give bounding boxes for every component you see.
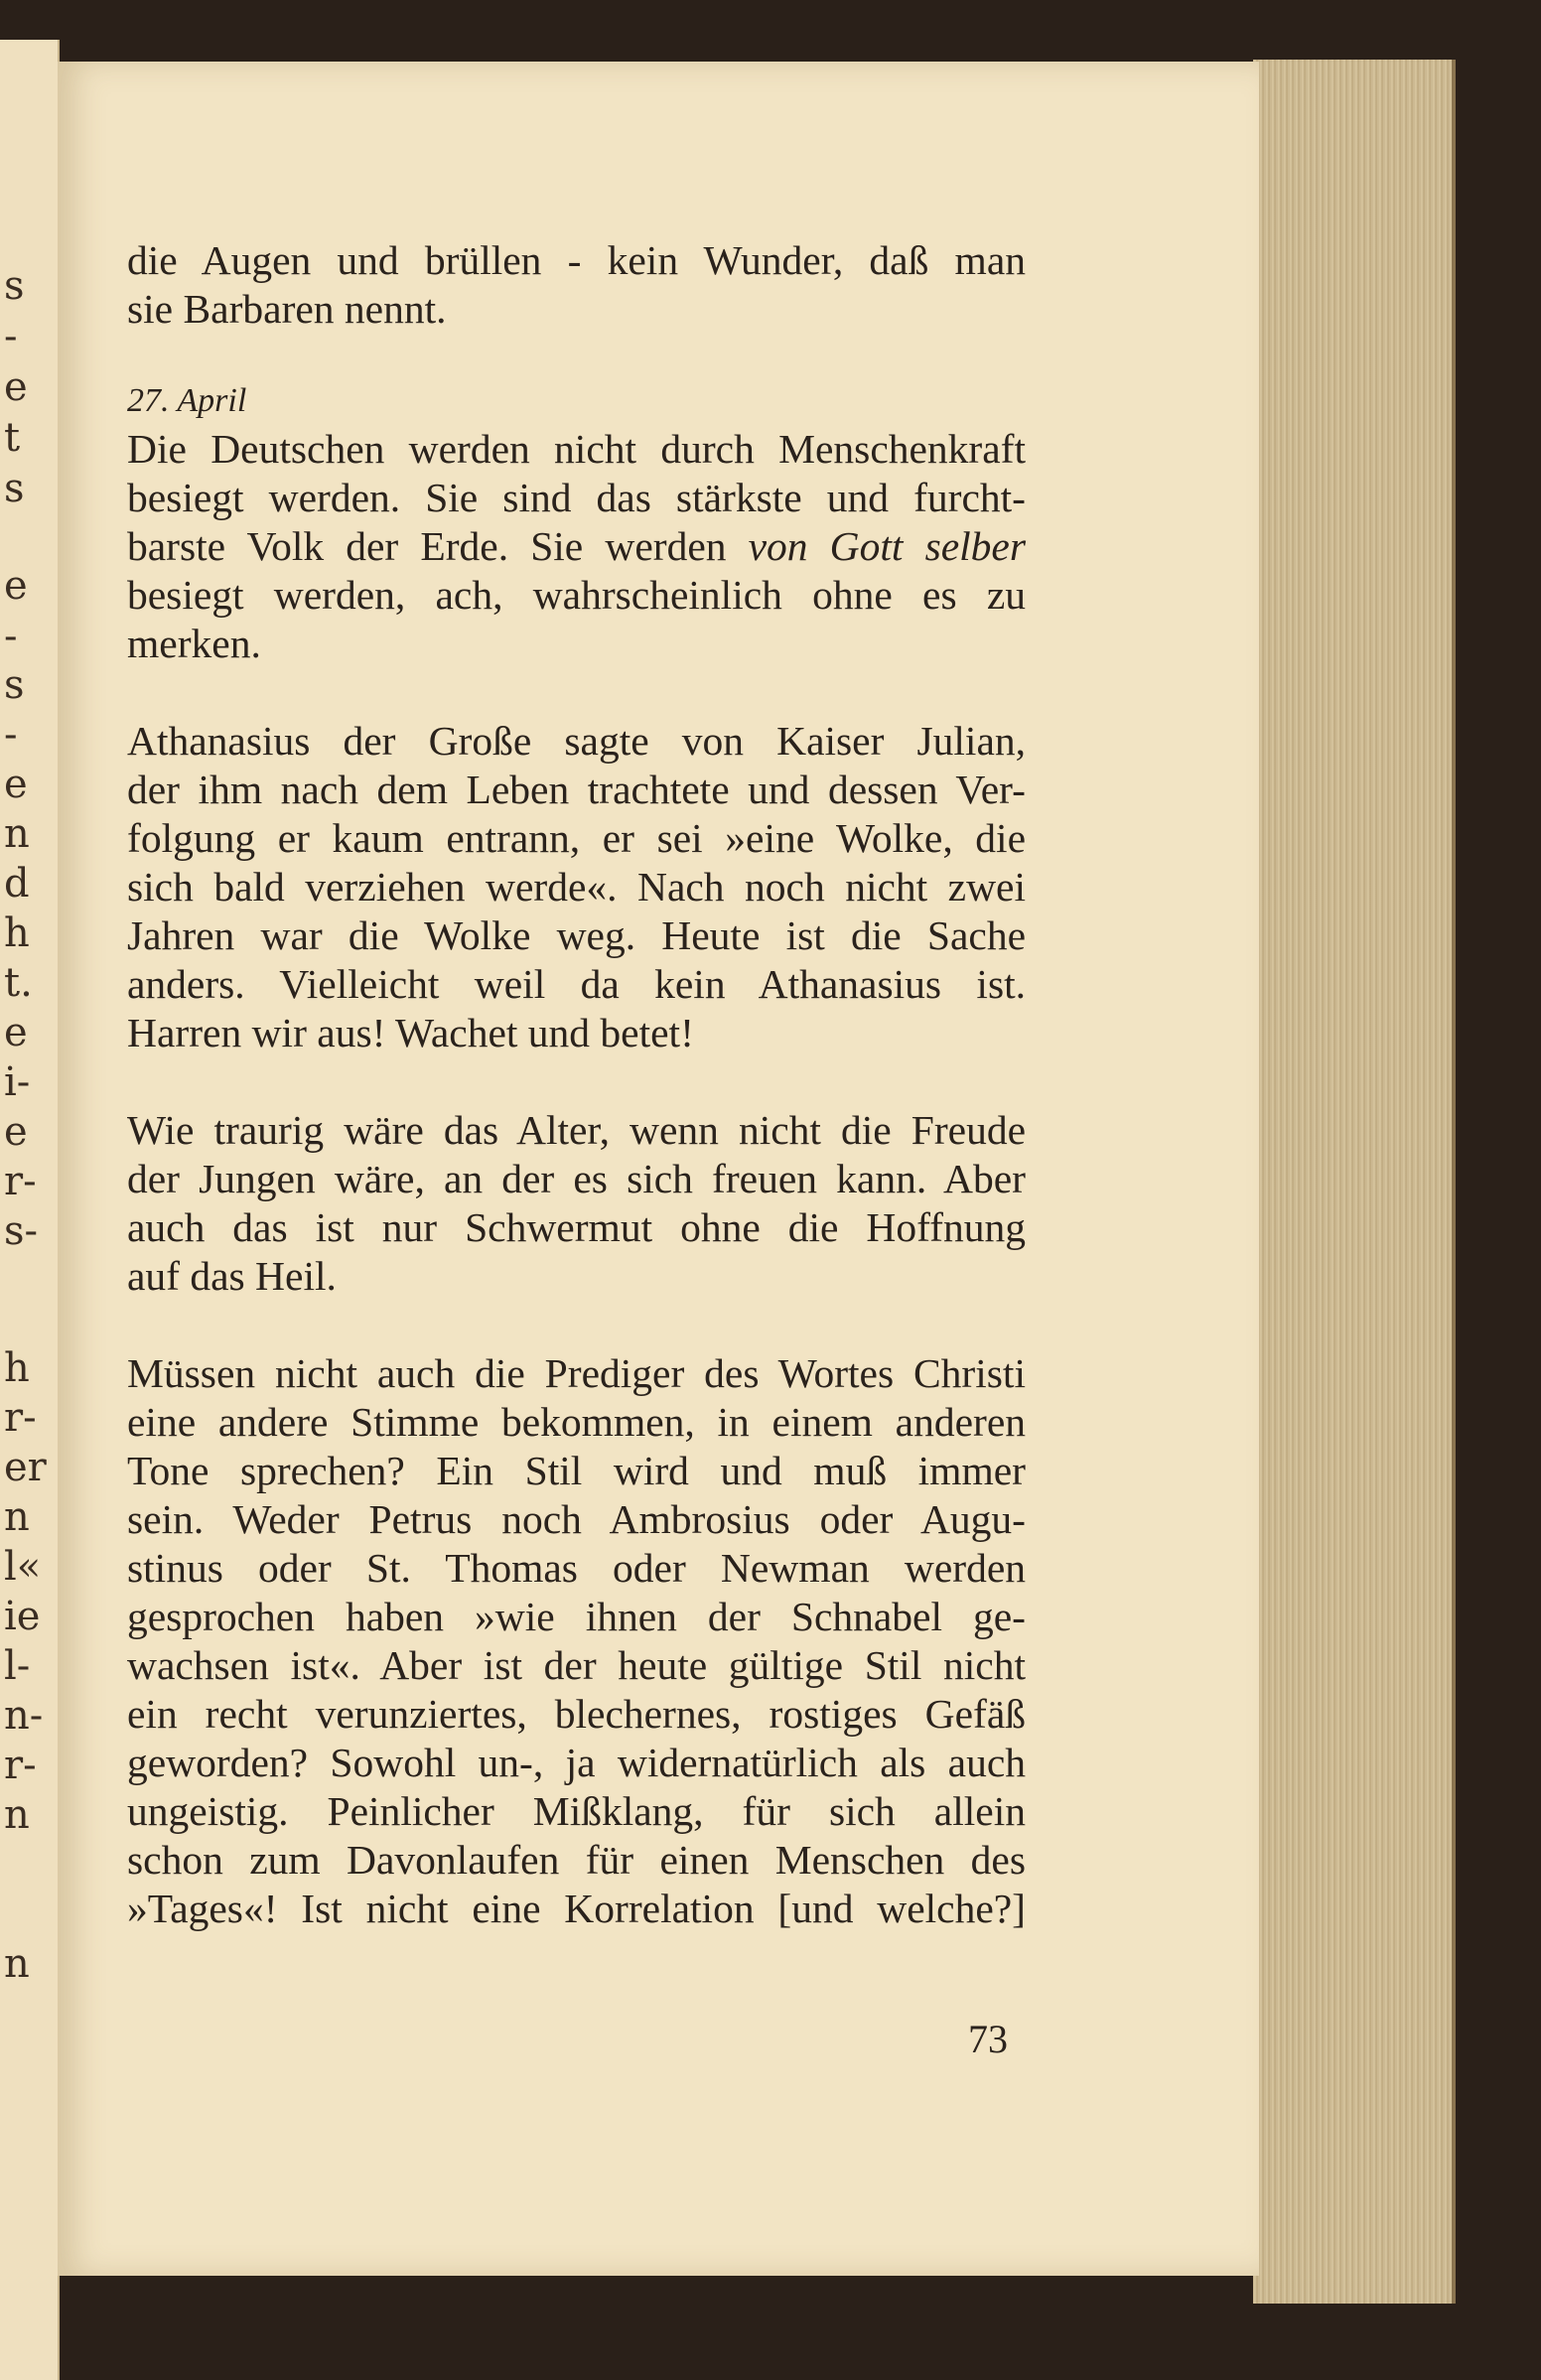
- margin-char: n-: [4, 1693, 44, 1739]
- page-text: [127, 236, 1026, 1933]
- text-line: ein recht verunziertes, blechernes, rostiges Gefäß: [127, 1691, 1026, 1737]
- text-line: auch das ist nur Schwermut ohne die Hoffnung: [127, 1204, 1026, 1250]
- paragraph: [127, 425, 1026, 668]
- text-line: sein. Weder Petrus noch Ambrosius oder Augu-: [127, 1496, 1026, 1542]
- text-line: auf das Heil.: [127, 1253, 337, 1299]
- margin-char: e: [4, 364, 28, 410]
- margin-char: e: [4, 1109, 28, 1155]
- text-line: eine andere Stimme bekommen, in einem anderen: [127, 1399, 1026, 1445]
- paragraph: [127, 717, 1026, 1057]
- text-line: die Augen und brüllen - kein Wunder, daß man: [127, 237, 1026, 283]
- margin-char: s: [4, 662, 25, 708]
- text-line: gesprochen haben »wie ihnen der Schnabel ge-: [127, 1594, 1026, 1639]
- margin-char: r-: [4, 1395, 37, 1441]
- text-line: Die Deutschen werden nicht durch Menschenkraft: [127, 426, 1026, 472]
- margin-char: e: [4, 762, 28, 807]
- margin-char: n: [4, 1792, 30, 1838]
- text-line: Athanasius der Große sagte von Kaiser Julian,: [127, 718, 1026, 764]
- text-line: Harren wir aus! Wachet und betet!: [127, 1010, 694, 1055]
- text-line: schon zum Davonlaufen für einen Menschen des: [127, 1837, 1026, 1883]
- text-line: »Tages«! Ist nicht eine Korrelation [und welche?]: [127, 1886, 1026, 1931]
- margin-char: e: [4, 1010, 28, 1055]
- page-fore-edge: [1253, 60, 1456, 2304]
- margin-char: ie: [4, 1594, 41, 1639]
- margin-char: h: [4, 910, 30, 956]
- margin-char: e: [4, 563, 28, 609]
- text-line: der Jungen wäre, an der es sich freuen kann. Aber: [127, 1156, 1026, 1201]
- text-line: merken.: [127, 621, 261, 666]
- margin-char: -: [4, 712, 18, 758]
- text-line: Jahren war die Wolke weg. Heute ist die Sache: [127, 912, 1026, 958]
- text-line: sie Barbaren nennt.: [127, 286, 447, 332]
- text-line: geworden? Sowohl un-, ja widernatürlich als auch: [127, 1740, 1026, 1785]
- margin-char: l«: [4, 1544, 42, 1590]
- text-line: ungeistig. Peinlicher Mißklang, für sich allein: [127, 1788, 1026, 1834]
- margin-char: n: [4, 811, 30, 857]
- text-line: Tone sprechen? Ein Stil wird und muß immer: [127, 1448, 1026, 1493]
- margin-char: t.: [4, 960, 33, 1006]
- paragraph: [127, 1106, 1026, 1301]
- entry-date: 27. April: [127, 382, 247, 419]
- text-line: Wie traurig wäre das Alter, wenn nicht die Freude: [127, 1107, 1026, 1153]
- margin-char: s-: [4, 1208, 39, 1254]
- margin-char: n: [4, 1494, 30, 1540]
- margin-char: n: [4, 1941, 30, 1987]
- margin-char: h: [4, 1345, 30, 1391]
- margin-char: i-: [4, 1059, 31, 1105]
- margin-char: -: [4, 614, 18, 659]
- margin-char: er: [4, 1445, 47, 1490]
- margin-char: s: [4, 466, 25, 511]
- text-line: Müssen nicht auch die Prediger des Wortes Christi: [127, 1350, 1026, 1396]
- margin-char: -: [4, 314, 18, 359]
- opening-paragraph: [127, 236, 1026, 334]
- paragraph: [127, 1349, 1026, 1933]
- text-line: folgung er kaum entrann, er sei »eine Wolke, die: [127, 815, 1026, 861]
- text-line-mixed: [127, 522, 1026, 571]
- page-number: 73: [968, 2017, 1008, 2061]
- text-line: stinus oder St. Thomas oder Newman werden: [127, 1545, 1026, 1591]
- text-line: anders. Vielleicht weil da kein Athanasius ist.: [127, 961, 1026, 1007]
- text-line: sich bald verziehen werde«. Nach noch nicht zwei: [127, 864, 1026, 910]
- emphasis-text: von Gott selber: [748, 523, 1026, 569]
- margin-char: r-: [4, 1743, 37, 1788]
- margin-char: r-: [4, 1159, 37, 1204]
- left-facing-page: [0, 40, 60, 2380]
- text-line: der ihm nach dem Leben trachtete und dessen Ver-: [127, 767, 1026, 812]
- margin-char: l-: [4, 1643, 31, 1689]
- margin-char: s: [4, 263, 25, 309]
- text-line: besiegt werden, ach, wahrscheinlich ohne es zu: [127, 572, 1026, 618]
- text-segment: barste Volk der Erde. Sie werden: [127, 523, 749, 569]
- margin-char: d: [4, 861, 30, 907]
- margin-char: t: [4, 415, 21, 461]
- text-line: wachsen ist«. Aber ist der heute gültige Stil nicht: [127, 1642, 1026, 1688]
- text-line: besiegt werden. Sie sind das stärkste und furcht-: [127, 475, 1026, 520]
